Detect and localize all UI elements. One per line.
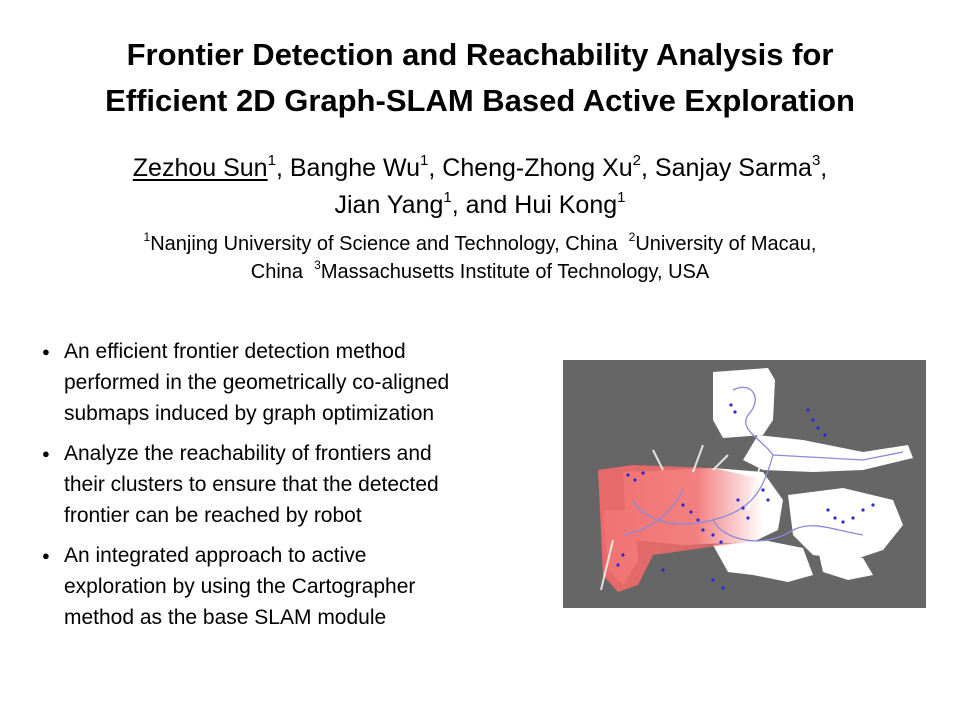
affiliations: [0, 230, 960, 286]
contribution-text: [64, 336, 449, 429]
author-name: , and Hui Kong: [451, 191, 618, 219]
bullet-icon: ●: [42, 344, 50, 359]
author-sup: 1: [443, 189, 452, 207]
affiliation-text: Nanjing University of Science and Technology, China: [150, 233, 629, 255]
contribution-item: [42, 336, 562, 429]
contribution-line: Analyze the reachability of frontiers and: [64, 442, 432, 465]
author-sup: 2: [632, 152, 642, 170]
author-name: , Cheng-Zhong Xu: [428, 154, 633, 182]
contribution-list: [42, 336, 562, 642]
affiliation-text: Massachusetts Institute of Technology, USA: [320, 261, 710, 283]
affiliation-line-2: [0, 258, 960, 286]
contribution-text: [64, 438, 439, 531]
author-list: [0, 150, 960, 224]
bullet-icon: ●: [42, 446, 50, 461]
author-line-1: [0, 150, 960, 187]
author-name: , Banghe Wu: [275, 154, 421, 182]
author-sup: 1: [617, 189, 626, 207]
title-line-2: Efficient 2D Graph-SLAM Based Active Exploration: [105, 83, 855, 118]
exploration-map-figure: [563, 360, 926, 608]
contribution-line: performed in the geometrically co-aligned: [64, 371, 450, 394]
contribution-item: [42, 540, 562, 633]
contribution-line: their clusters to ensure that the detected: [64, 473, 439, 496]
presenting-author: Zezhou Sun: [132, 154, 268, 182]
author-separator: ,: [820, 154, 828, 182]
author-sup: 1: [420, 152, 429, 170]
affiliation-text: University of Macau,: [635, 233, 817, 255]
affiliation-line-1: [0, 230, 960, 258]
affiliation-sup: 2: [628, 230, 636, 245]
contribution-line: An efficient frontier detection method: [64, 340, 406, 363]
affiliation-text: China: [250, 261, 315, 283]
contribution-line: frontier can be reached by robot: [64, 504, 362, 527]
contribution-line: method as the base SLAM module: [64, 606, 387, 629]
affiliation-sup: 3: [314, 258, 321, 273]
author-name: , Sanjay Sarma: [641, 154, 812, 182]
title-line-1: Frontier Detection and Reachability Analysis for: [126, 37, 834, 72]
author-name: Jian Yang: [334, 191, 444, 219]
contribution-text: [64, 540, 415, 633]
slam-map-svg: [563, 360, 926, 608]
contribution-item: [42, 438, 562, 531]
contribution-line: exploration by using the Cartographer: [64, 575, 416, 598]
bullet-icon: ●: [42, 548, 50, 563]
contribution-line: submaps induced by graph optimization: [64, 402, 435, 425]
affiliation-sup: 1: [143, 230, 151, 245]
contribution-line: An integrated approach to active: [64, 544, 367, 567]
author-sup: 1: [267, 152, 276, 170]
paper-title: [0, 32, 960, 124]
author-line-2: [0, 187, 960, 224]
author-sup: 3: [811, 152, 821, 170]
